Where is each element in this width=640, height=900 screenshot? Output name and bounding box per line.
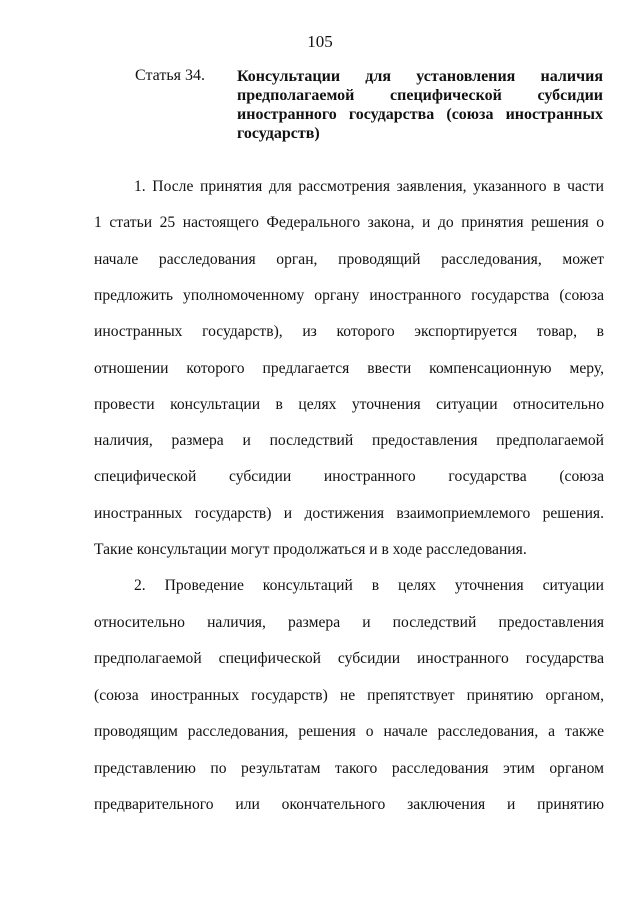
paragraph-line: относительно наличия, размера и последствий предоставления	[94, 614, 604, 631]
paragraph-line: иностранных государств), из которого экспортируется товар, в	[94, 323, 604, 340]
article-title: Консультации для установления наличия предполагаемой специфической субсидии иностранного государства (союза иностранных государств)	[237, 68, 603, 142]
paragraph-line: провести консультации в целях уточнения ситуации относительно	[94, 396, 604, 413]
page-number: 105	[307, 32, 333, 51]
paragraph-line: Такие консультации могут продолжаться и в ходе расследования.	[94, 541, 527, 558]
paragraph-line: проводящим расследования, решения о начале расследования, а также	[94, 723, 604, 740]
paragraph-line: (союза иностранных государств) не препятствует принятию органом,	[94, 687, 604, 704]
paragraph-line: специфической субсидии иностранного государства (союза	[94, 468, 604, 485]
paragraph-line: предложить уполномоченному органу иностранного государства (союза	[94, 287, 604, 304]
paragraph-line: наличия, размера и последствий предоставления предполагаемой	[94, 432, 604, 449]
paragraph-line: 1. После принятия для рассмотрения заявления, указанного в части	[134, 178, 604, 195]
article-label: Статья 34.	[135, 67, 205, 84]
paragraph-line: предварительного или окончательного заключения и принятию	[94, 796, 604, 813]
paragraph-line: 1 статьи 25 настоящего Федерального закона, и до принятия решения о	[94, 214, 604, 231]
paragraph-line: начале расследования орган, проводящий расследования, может	[94, 251, 604, 268]
paragraph-line: 2. Проведение консультаций в целях уточнения ситуации	[134, 577, 604, 594]
paragraph-line: иностранных государств) и достижения взаимоприемлемого решения.	[94, 505, 604, 522]
paragraph-line: предполагаемой специфической субсидии иностранного государства	[94, 650, 604, 667]
paragraph-line: отношении которого предлагается ввести компенсационную меру,	[94, 360, 604, 377]
paragraph-line: представлению по результатам такого расследования этим органом	[94, 760, 604, 777]
